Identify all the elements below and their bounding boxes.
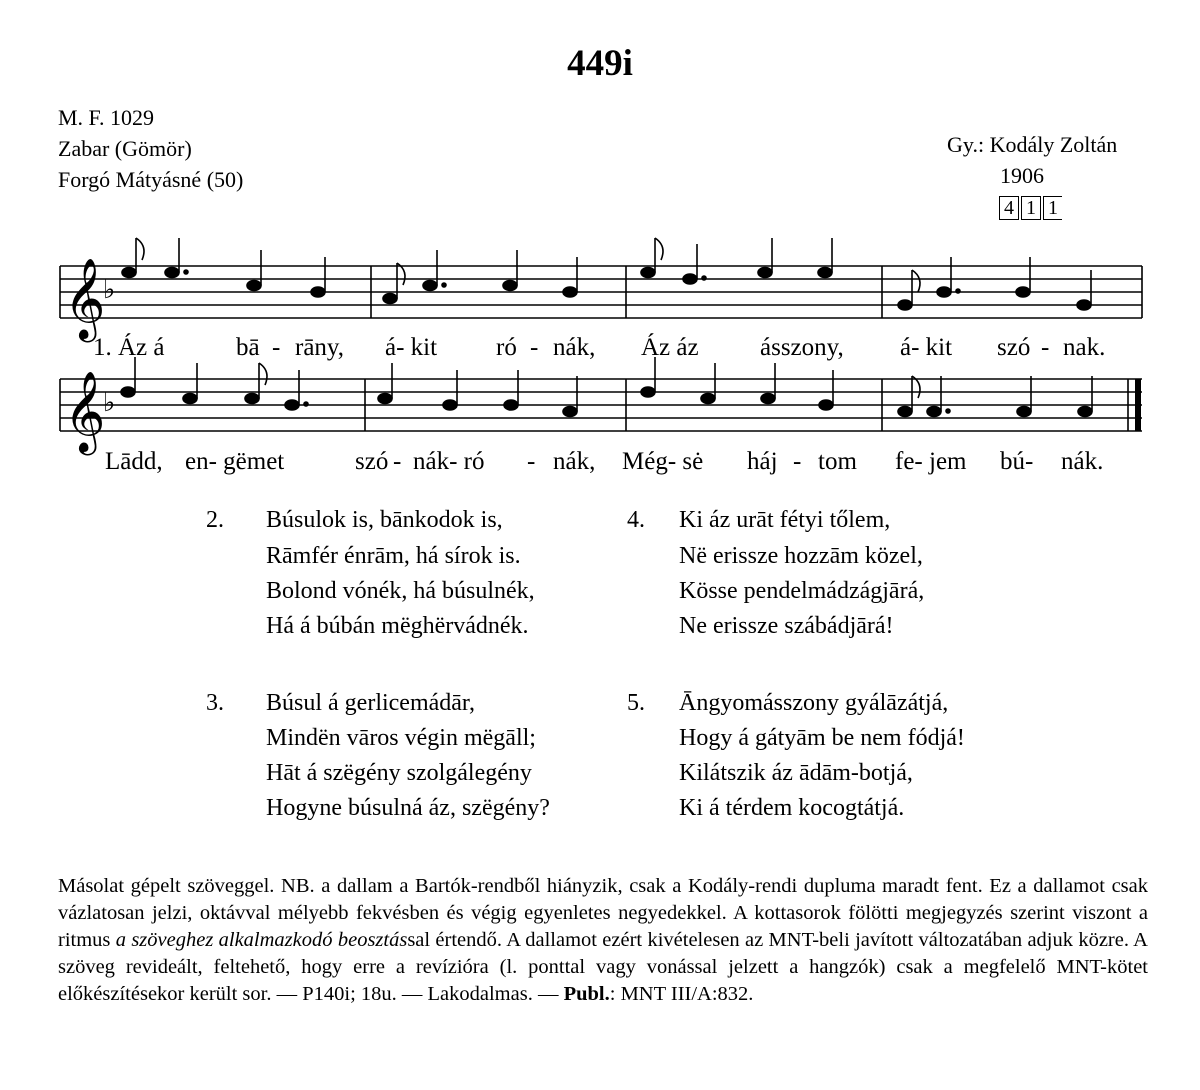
- lyric-2-8: Még- sė: [622, 448, 704, 475]
- page-title: 449i: [567, 43, 633, 84]
- stanza-line: Há á búbán mëghërvádnék.: [266, 613, 529, 639]
- stanza-line: Hogyne búsulná áz, szëgény?: [266, 795, 550, 821]
- lyric-2-14: nák.: [1061, 448, 1104, 475]
- lyric-2-10: -: [793, 448, 802, 475]
- notes-paragraph: [58, 873, 1148, 1008]
- stanza-line: Mindën vāros végin mëgāll;: [266, 725, 536, 751]
- lyric-2-11: tom: [818, 448, 857, 475]
- stanza-line: Ne erissze szábádjārá!: [679, 613, 894, 639]
- stanza-line: Āngyomásszony gyálāzátjá,: [679, 690, 949, 716]
- flat-sign-icon: ♭: [103, 275, 116, 305]
- flat-sign-icon: ♭: [103, 388, 116, 418]
- stanza-line: Bolond vónék, há búsulnék,: [266, 578, 535, 604]
- stanza-line: Kösse pendelmádzágjārá,: [679, 578, 925, 604]
- publ-reference: : MNT III/A:832.: [609, 983, 754, 1005]
- stanza-line: Búsulok is, bānkodok is,: [266, 507, 503, 533]
- lyric-1-1: 1. Áz á: [93, 334, 165, 361]
- lyric-1-13: -: [1041, 334, 1050, 361]
- stanza-number: 3.: [206, 690, 224, 716]
- lyric-1-14: nak.: [1063, 334, 1106, 361]
- lyric-1-10: ásszony,: [760, 334, 844, 361]
- lyric-2-13: bú-: [1000, 448, 1034, 475]
- stanza-number: 5.: [627, 690, 645, 716]
- lyric-2-7: nák,: [553, 448, 596, 475]
- lyric-1-9: Áz áz: [641, 334, 699, 361]
- notes-italic-phrase: a szöveghez alkalmazkodó beosztás: [115, 929, 408, 951]
- stanza-line: Hāt á szëgény szolgálegény: [266, 760, 532, 786]
- lyric-2-6: -: [527, 448, 536, 475]
- music-staff-2: [0, 361, 1200, 461]
- notes-staff-2: [121, 357, 1092, 417]
- stanza-line: Hogy á gátyām be nem fódjá!: [679, 725, 965, 751]
- lyric-2-4: -: [393, 448, 402, 475]
- year: 1906: [1000, 163, 1044, 188]
- lyric-2-9: háj: [747, 448, 778, 475]
- classification-code: [999, 196, 1064, 220]
- lyric-2-12: fe- jem: [895, 448, 967, 475]
- lyric-1-6: ró: [496, 334, 517, 361]
- lyric-1-4: rāny,: [295, 334, 345, 361]
- stanza-line: Rāmfér énrām, há sírok is.: [266, 543, 521, 569]
- notes-text-1: Másolat gépelt szöveggel. NB. a dallam a Bartók-rendből hiányzik, csak a Kodály-rendi dupluma maradt fent. Ez a dallamot csak vázlatosan jelzi, oktávval mélyebb fekvésben és végig egyenletes negyedekkel. A kottasorok fölötti megjegyzés szerint viszont a ritmus: [58, 875, 1148, 951]
- lyric-1-11: á- kit: [900, 334, 953, 361]
- lyric-1-5: á- kit: [385, 334, 438, 361]
- publ-label: Publ.: [563, 983, 610, 1005]
- lyric-1-2: bā: [236, 334, 260, 361]
- code-box-3: 1: [1043, 196, 1062, 220]
- code-box-2: 1: [1021, 196, 1041, 220]
- treble-clef-icon: 𝄞: [64, 257, 106, 339]
- stanza-line: Kilátszik áz ādām-botjá,: [679, 760, 913, 786]
- lyric-1-3: -: [272, 334, 281, 361]
- stanza-number: 4.: [627, 507, 645, 533]
- collector: Gy.: Kodály Zoltán: [947, 132, 1118, 157]
- location: Zabar (Gömör): [58, 136, 192, 161]
- stanza-line: Ki áz urāt fétyi tőlem,: [679, 507, 891, 533]
- staff-lines: [60, 379, 1142, 431]
- stanza-line: Ki á térdem kocogtátjá.: [679, 795, 905, 821]
- lyric-1-7: -: [530, 334, 539, 361]
- stanza-line: Búsul á gerlicemádār,: [266, 690, 475, 716]
- notes-staff-1: [122, 238, 1091, 310]
- lyric-2-3: szó: [355, 448, 389, 475]
- editorial-notes: [58, 873, 1148, 1008]
- music-staff-1: [0, 248, 1200, 348]
- stanza-line: Në erissze hozzām közel,: [679, 543, 923, 569]
- lyric-2-5: nák- ró: [413, 448, 485, 475]
- staff-lines: [60, 266, 1142, 318]
- lyric-2-1: Lādd,: [105, 448, 163, 475]
- stanza-number: 2.: [206, 507, 224, 533]
- treble-clef-icon: 𝄞: [64, 370, 106, 452]
- meta-left: [58, 102, 243, 195]
- lyric-1-8: nák,: [553, 334, 596, 361]
- code-box-1: 4: [999, 196, 1019, 220]
- record-number: M. F. 1029: [58, 105, 155, 130]
- lyric-1-12: szó: [997, 334, 1031, 361]
- final-barline: [1135, 379, 1141, 431]
- performer: Forgó Mátyásné (50): [58, 167, 244, 192]
- lyric-2-2: en- gëmet: [185, 448, 285, 475]
- notes-text-2: sal értendő. A dallamot ezért kivételesen az MNT-beli javított változatában adjuk közre. A szöveg revideált, feltehető, hogy erre a revízióra (l. ponttal vagy vonással jelzett a hangzók) csak a megfelelő MNT-kötet előkészítésekor került sor. — P140i; 18u. — Lakodalmas. —: [58, 929, 1148, 1005]
